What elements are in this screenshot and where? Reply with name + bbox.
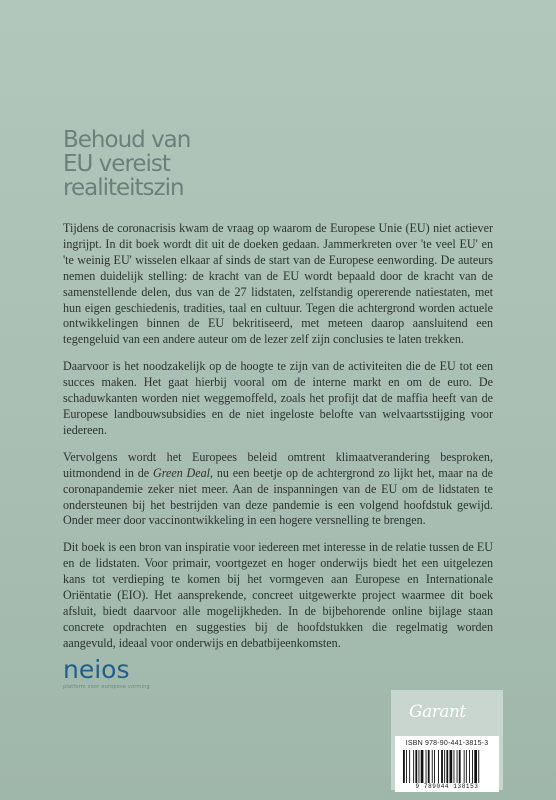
blurb-p3-end: , nu een beetje op de achtergrond zo lijkt het, maar na de coronapandemie zeker niet meer. Aan de inspanningen van de EU om de lidstaten te ondersteunen bij het bestrijden van deze pandemie is een volgend hoofdstuk gewijd. Onder meer door vaccinontwikkeling in een hogere versnelling te brengen. [63,465,494,528]
barcode [395,736,499,792]
blurb-paragraph-4: Dit boek is een bron van inspiratie voor iedereen met interesse in de relatie tussen de EU en de lidstaten. Voor primair, voortgezet en hoger onderwijs biedt het een uitgelezen kans tot verdieping te komen bij het vormgeven aan Europese en Internationale Oriëntatie (EIO). Het aansprekende, concreet uitgewerkte project waarmee dit boek afsluit, biedt daarvoor alle mogelijkheden. In de bijbehorende online bijlage staan concrete opdrachten en suggesties bij de hoofdstukken die regelmatig worden aangevuld, ideaal voor onderwijs en debatbijeenkomsten. [63,540,493,650]
neios-logo [63,657,153,697]
neios-wordmark: neios [63,655,130,684]
cover-title [63,128,363,200]
neios-tagline: platform voor europese vorming [63,684,150,690]
title-line-1: Behoud van [63,127,191,153]
garant-logo: Garant [409,702,466,722]
blurb-paragraph-1: Tijdens de coronacrisis kwam de vraag op waarom de Europese Unie (EU) niet actiever ingrijpt. In dit boek wordt dit uit de doeken gedaan. Jammerkreten over 'te veel EU' en 'te weinig EU' wisselen elkaar af sinds de start van de Europese eenwording. De auteurs nemen duidelijk stelling: de kracht van de EU wordt bepaald door de kracht van de samenstellende delen, dus van de 27 lidstaten, zelfstandig opererende natiestaten, met hun eigen geschiedenis, tradities, taal en cultuur. Tegen die achtergrond worden actuele ontwikkelingen binnen de EU bekritiseerd, met meteen daarop aansluitend een tegengeluid van een andere auteur om de lezer zelf zijn conclusies te laten trekken. [63,221,493,347]
barcode-digits: 9 789044 138153 [415,783,479,790]
title-line-3: realiteitszin [63,175,184,201]
isbn-label: ISBN 978-90-441-3815-3 [405,740,489,747]
barcode-bars [403,750,491,783]
blurb-p3-italic: Green Deal [152,465,211,480]
blurb-p3-start: Vervolgens wordt het Europees beleid omtrent klimaatverandering besproken, uitmondend in de [63,449,493,480]
blurb-paragraph-3 [63,450,493,530]
blurb-paragraph-2: Daarvoor is het noodzakelijk op de hoogte te zijn van de activiteiten die de EU tot een succes maken. Het gaat hierbij vooral om de interne markt en om de euro. De schaduwkanten worden niet weggemoffeld, zoals het profijt dat de maffia heeft van de Europese landbouwsubsidies en de niet ingeloste belofte van welvaartsstijging voor iedereen. [63,359,493,437]
blurb [63,221,493,663]
title-line-2: EU vereist [63,151,170,177]
